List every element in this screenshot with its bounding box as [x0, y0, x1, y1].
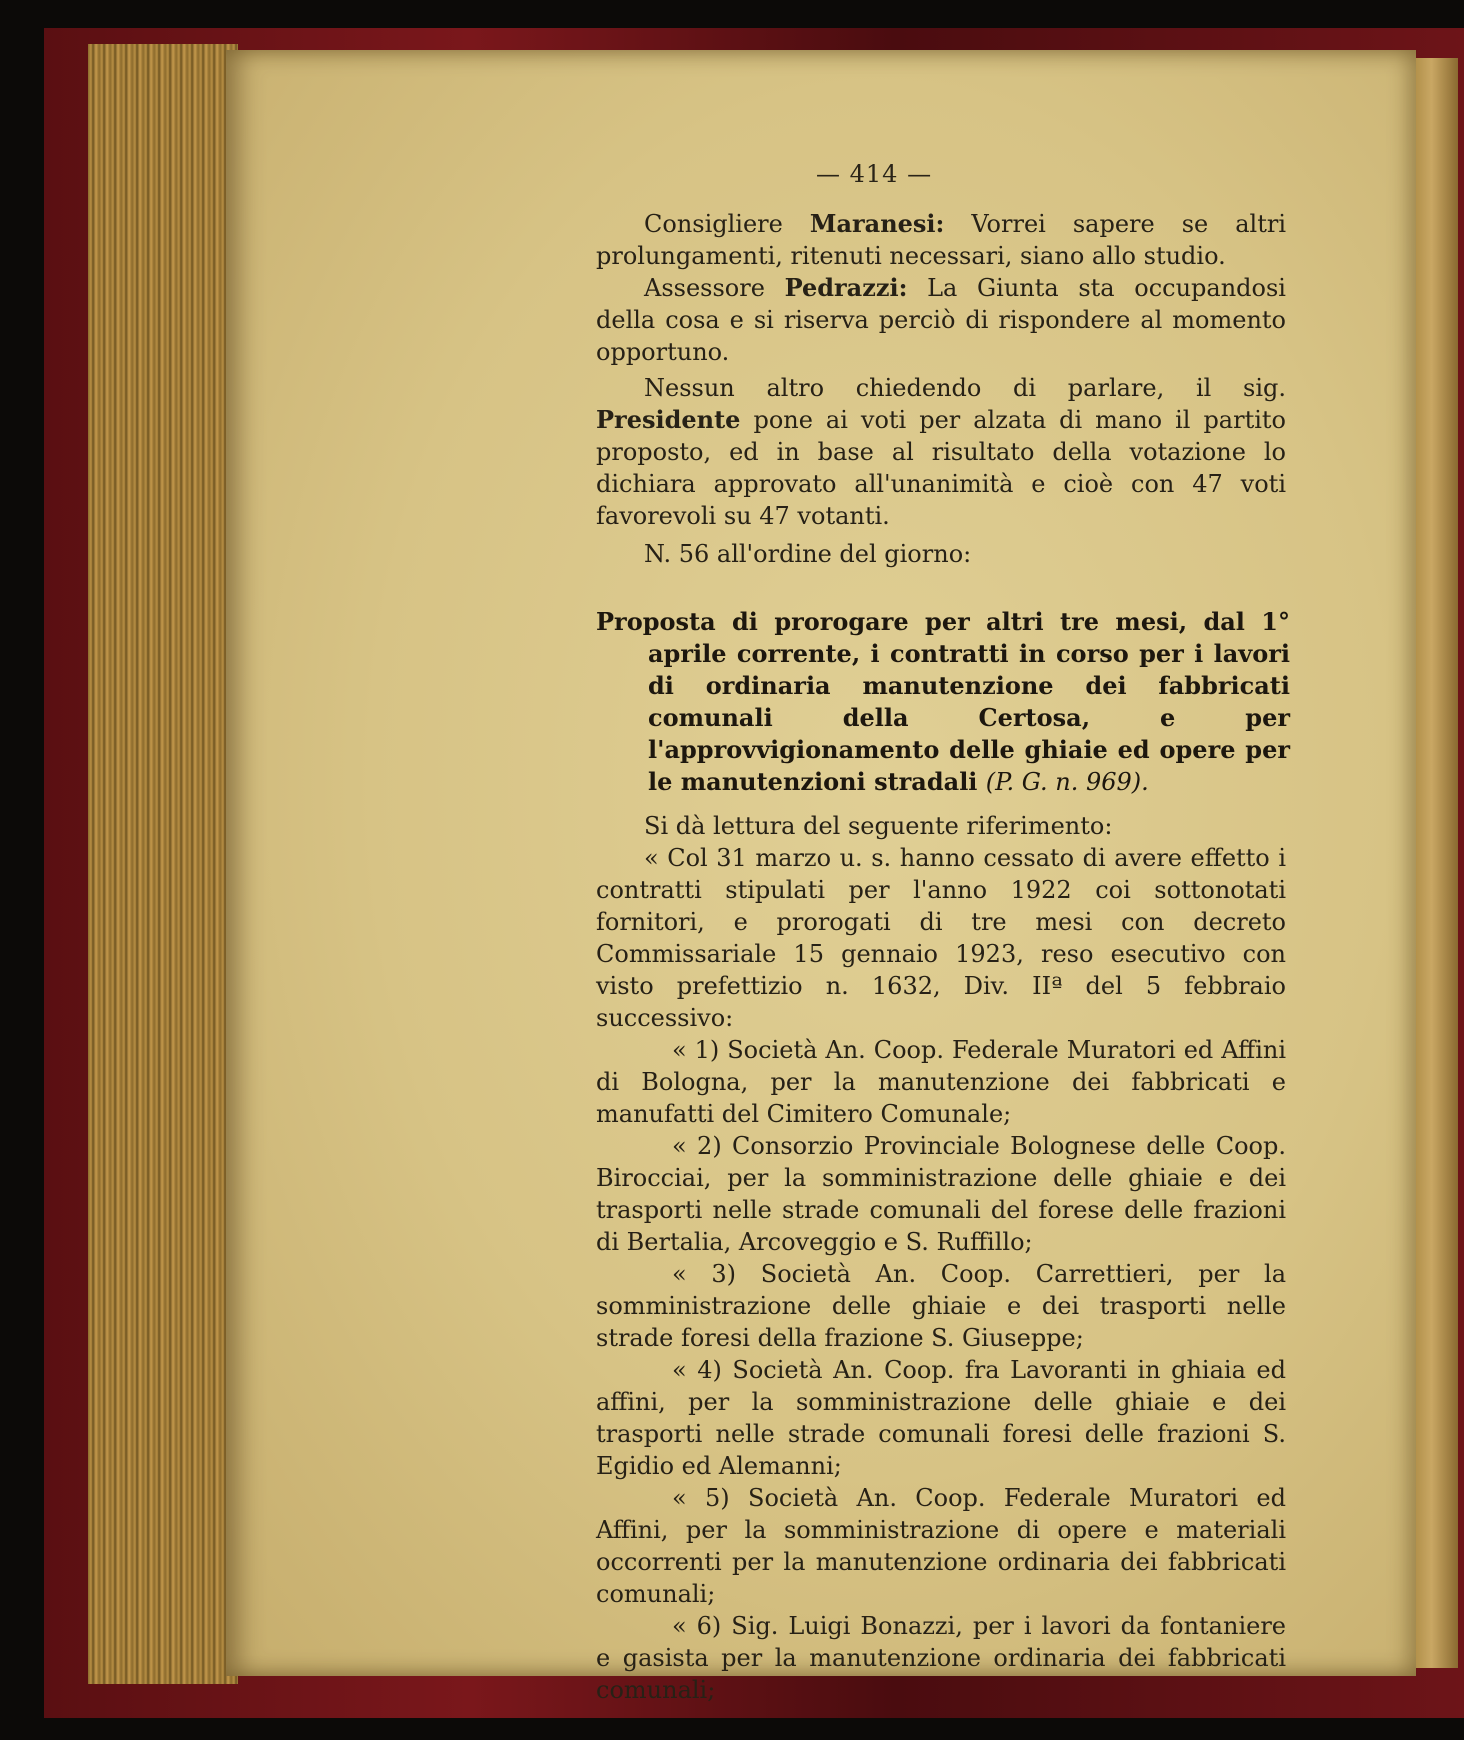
reading-line: Si dà lettura del seguente riferimento:	[644, 812, 1113, 840]
vote-paragraph	[596, 372, 1286, 532]
speaker-text: La Giunta sta occupandosi della cosa e si riserva perciò di rispondere al momento opportuno.	[596, 274, 1286, 366]
intro-paragraph: « Col 31 marzo u. s. hanno cessato di avere effetto i contratti stipulati per l'anno 1922 coi sottonotati fornitori, e prorogati di tre mesi con decreto Commissariale 15 gennaio 1923, reso esecutivo con visto prefettizio n. 1632, Div. IIª del 5 febbraio successivo:	[596, 844, 1286, 1032]
speaker-title: Assessore	[644, 274, 765, 302]
speaker-paragraph-1	[596, 208, 1286, 272]
speaker-title: Consigliere	[644, 210, 783, 238]
proposal-text: Proposta di prorogare per altri tre mesi, dal 1° aprile corrente, i contratti in corso per i lavori di ordinaria manutenzione dei fabbricati comunali della Certosa, e per l'approvvigionamento delle ghiaie ed opere per le manutenzioni stradali	[596, 607, 1290, 796]
list-item: « 5) Società An. Coop. Federale Muratori ed Affini, per la somministrazione di opere e materiali occorrenti per la manutenzione ordinaria dei fabbricati comunali;	[596, 1484, 1286, 1608]
proposal-title	[596, 606, 1290, 798]
right-page-edge	[1414, 58, 1458, 1668]
reading-block	[596, 810, 1286, 1706]
proposal-reference: (P. G. n. 969).	[985, 768, 1149, 796]
list-item: « 1) Società An. Coop. Federale Muratori ed Affini di Bologna, per la manutenzione dei fabbricati e manufatti del Cimitero Comunale;	[596, 1036, 1286, 1128]
order-line: N. 56 all'ordine del giorno:	[644, 540, 972, 568]
page-edges	[88, 44, 238, 1684]
page-number: — 414 —	[816, 160, 933, 188]
speaker-text: Vorrei sapere se altri prolungamenti, ritenuti necessari, siano allo studio.	[596, 210, 1286, 270]
list-item: « 2) Consorzio Provinciale Bolognese delle Coop. Birocciai, per la somministrazione delle ghiaie e dei trasporti nelle strade comunali del forese delle frazioni di Bertalia, Arcoveggio e S. Ruffillo;	[596, 1132, 1286, 1256]
vote-pre: Nessun altro chiedendo di parlare, il sig.	[644, 374, 1286, 402]
exchange-block	[596, 208, 1286, 368]
proposal-heading	[596, 606, 1290, 798]
vote-post: pone ai voti per alzata di mano il partito proposto, ed in base al risultato della votazione lo dichiara approvato all'unanimità e cioè con 47 voti favorevoli su 47 votanti.	[596, 406, 1286, 530]
vote-text	[596, 372, 1286, 532]
list-item: « 3) Società An. Coop. Carrettieri, per la somministrazione delle ghiaie e dei trasporti nelle strade foresi della frazione S. Giuseppe;	[596, 1260, 1286, 1352]
speaker-name: Pedrazzi:	[784, 273, 908, 302]
speaker-name: Maranesi:	[809, 209, 945, 238]
speaker-paragraph-2	[596, 272, 1286, 368]
list-item: « 4) Società An. Coop. fra Lavoranti in ghiaia ed affini, per la somministrazione delle ghiaie e dei trasporti nelle strade comunali foresi delle frazioni S. Egidio ed Alemanni;	[596, 1356, 1286, 1480]
president-name: Presidente	[596, 405, 741, 434]
list-item: « 6) Sig. Luigi Bonazzi, per i lavori da fontaniere e gasista per la manutenzione ordinaria dei fabbricati comunali;	[596, 1612, 1286, 1704]
order-of-day	[596, 538, 1286, 570]
